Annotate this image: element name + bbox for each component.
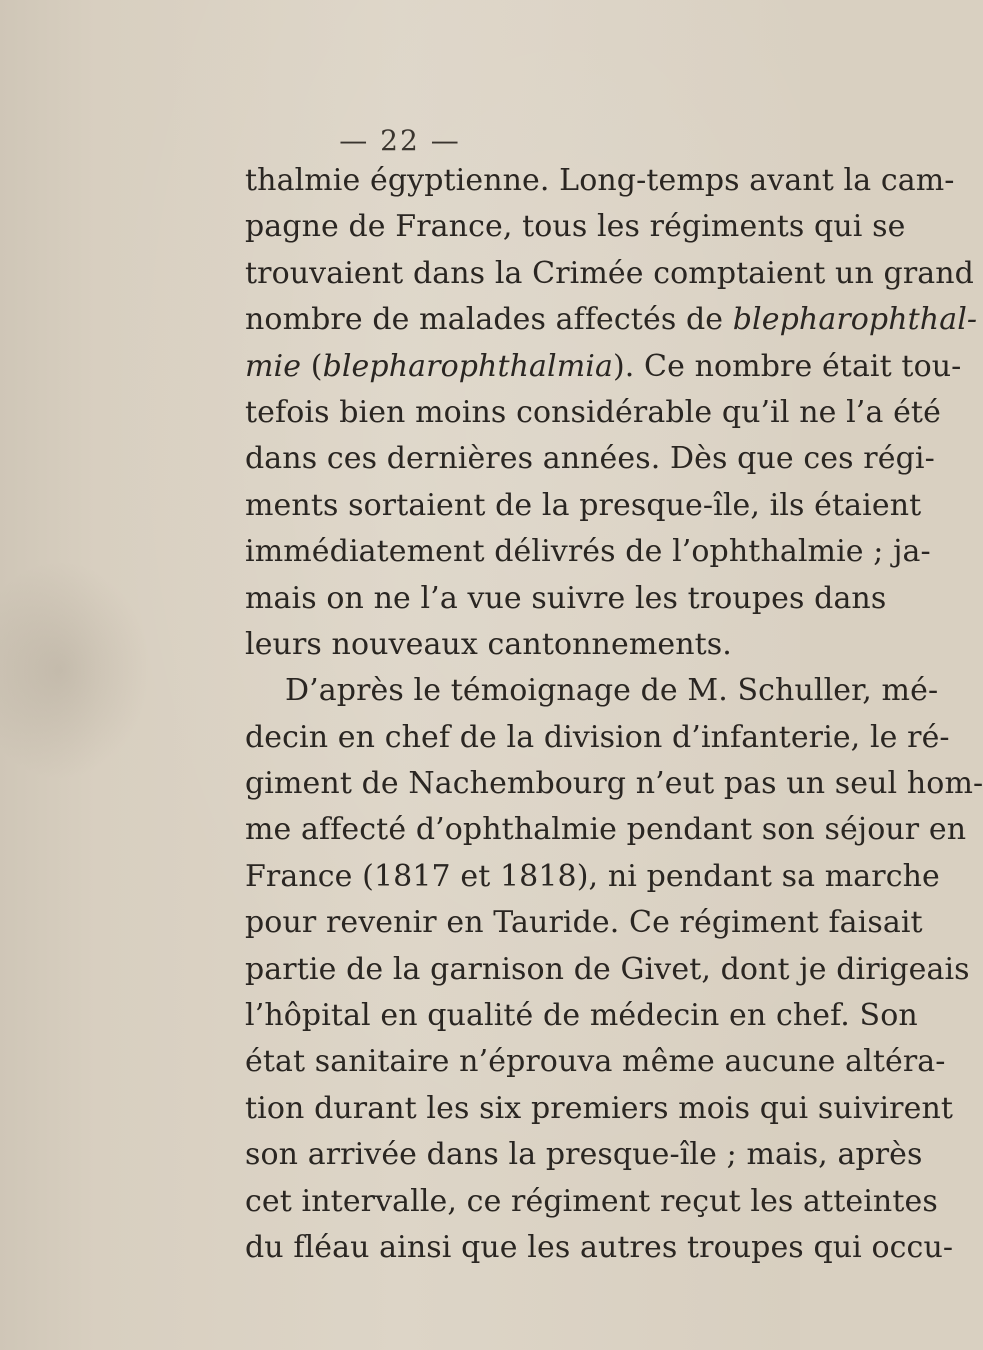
text-line: mais on ne l’a vue suivre les troupes dans xyxy=(245,580,887,616)
text-line: immédiatement délivrés de l’ophthalmie ; ja- xyxy=(245,534,931,570)
page-number: — 22 — xyxy=(339,124,461,157)
text-line: tion durant les six premiers mois qui suivirent xyxy=(245,1090,954,1126)
text-line: me affecté d’ophthalmie pendant son séjour en xyxy=(245,812,967,848)
text-line: giment de Nachembourg n’eut pas un seul hom- xyxy=(245,766,983,802)
text-line: mie (blepharophthalmia). Ce nombre était tou- xyxy=(245,348,962,384)
text-line: thalmie égyptienne. Long-temps avant la cam- xyxy=(245,163,955,198)
text-line: pour revenir en Tauride. Ce régiment faisait xyxy=(245,905,923,941)
text-line: D’après le témoignage de M. Schuller, mé- xyxy=(285,673,939,709)
text-line: France (1817 et 1818), ni pendant sa marche xyxy=(245,858,940,894)
text-line: du fléau ainsi que les autres troupes qui occu- xyxy=(245,1229,954,1265)
text-line: son arrivée dans la presque-île ; mais, après xyxy=(245,1137,923,1173)
page-stain xyxy=(0,560,150,780)
text-line: cet intervalle, ce régiment reçut les atteintes xyxy=(245,1183,938,1219)
body-text xyxy=(245,158,983,1271)
text-line: nombre de malades affectés de blepharophthal- xyxy=(245,302,978,338)
text-line: partie de la garnison de Givet, dont je dirigeais xyxy=(245,951,970,987)
text-line: trouvaient dans la Crimée comptaient un grand xyxy=(245,255,974,291)
text-line: leurs nouveaux cantonnements. xyxy=(245,626,732,662)
text-line: ments sortaient de la presque-île, ils étaient xyxy=(245,487,922,523)
text-line: tefois bien moins considérable qu’il ne l’a été xyxy=(245,394,941,430)
text-line: état sanitaire n’éprouva même aucune altéra- xyxy=(245,1044,946,1080)
text-line: dans ces dernières années. Dès que ces régi- xyxy=(245,441,935,477)
text-line: decin en chef de la division d’infanterie, le ré- xyxy=(245,719,950,755)
text-line: pagne de France, tous les régiments qui se xyxy=(245,209,906,245)
text-line: l’hôpital en qualité de médecin en chef. Son xyxy=(245,998,918,1034)
